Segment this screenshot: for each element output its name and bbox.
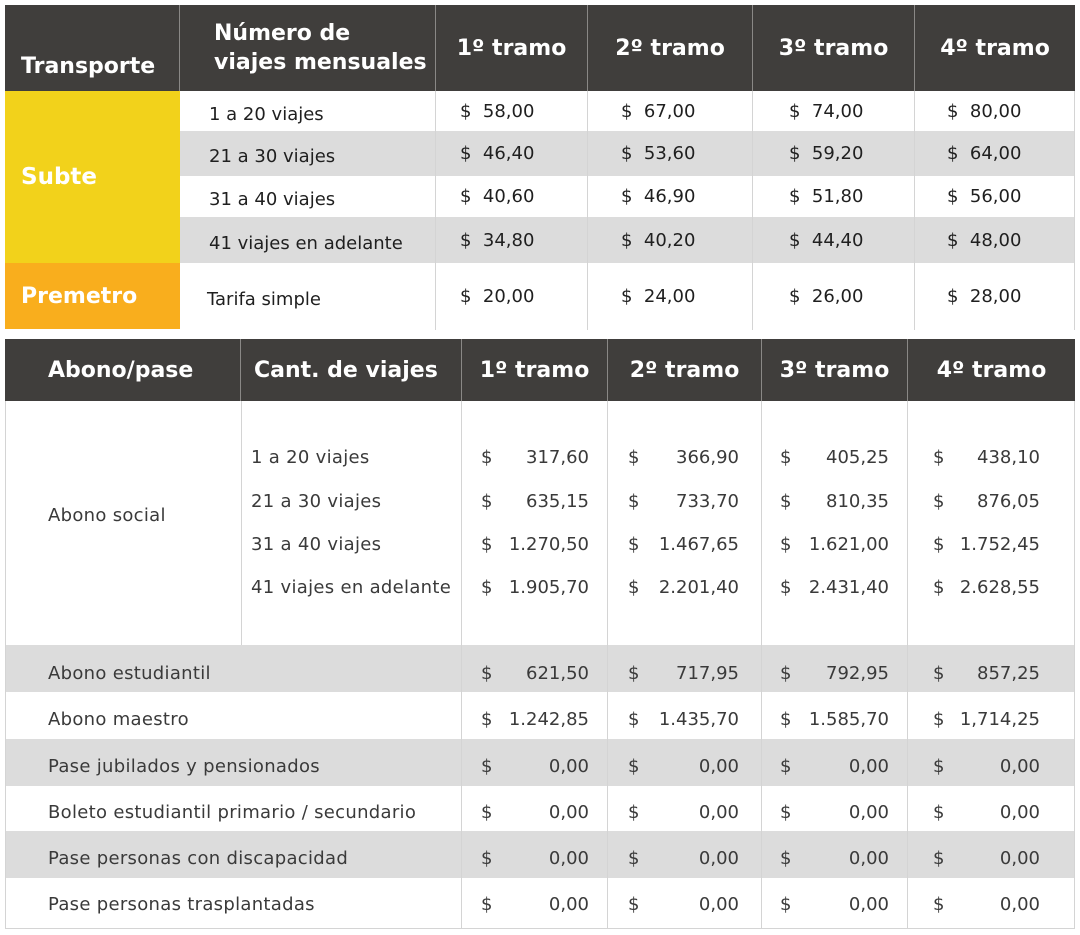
currency-symbol: $ [780,894,792,915]
divider [435,91,436,330]
pass-row-value-tramo-3: 1.585,70 [808,709,889,730]
divider [752,91,753,330]
social-row-value-tramo-2: 366,90 [676,447,739,468]
pass-row-value-tramo-3: 0,00 [848,894,889,915]
currency-symbol: $ [780,491,792,512]
fare-value-tramo-1: $ 34,80 [460,229,535,251]
fare-value-tramo-2: $ 53,60 [621,143,696,164]
t2-header-tramo-1-label: 1º tramo [479,357,590,383]
pass-row-value-tramo-2: 0,00 [698,848,739,869]
social-row-value-tramo-4: 2.628,55 [959,577,1040,598]
social-row-value-tramo-4: 876,05 [977,491,1040,512]
t2-header-tramo-4-label: 4º tramo [936,357,1047,383]
pass-row-value-tramo-3: 0,00 [848,848,889,869]
pass-row-value-tramo-1: 0,00 [548,802,589,823]
fare-value-tramo-2: $ 40,20 [621,229,696,251]
subte-label: Subte [5,91,180,263]
currency-symbol: $ [780,709,792,730]
currency-symbol: $ [933,848,945,869]
currency-symbol: $ [628,848,640,869]
currency-symbol: $ [628,802,640,823]
pass-row-value-tramo-1: 621,50 [526,663,589,684]
pass-row-value-tramo-4: 1,714,25 [959,709,1040,730]
currency-symbol: $ [933,447,945,468]
currency-symbol: $ [481,534,493,555]
fare-value-tramo-3: $ 26,00 [789,285,864,307]
currency-symbol: $ [933,894,945,915]
header-cant-viajes [241,339,462,401]
currency-symbol: $ [628,491,640,512]
divider [607,401,608,929]
pass-row-value-tramo-3: 0,00 [848,756,889,777]
social-row-value-tramo-3: 810,35 [826,491,889,512]
currency-symbol: $ [481,491,493,512]
currency-symbol: $ [933,534,945,555]
pass-row-value-tramo-1: 1.242,85 [508,709,589,730]
header-cant-viajes-label: Cant. de viajes [254,357,438,383]
currency-symbol: $ [933,756,945,777]
currency-symbol: $ [628,447,640,468]
currency-symbol: $ [628,577,640,598]
fare-value-tramo-2: $ 24,00 [621,285,696,307]
header-tramo-1 [436,5,588,91]
fare-value-tramo-1: $ 40,60 [460,186,535,207]
currency-symbol: $ [933,491,945,512]
currency-symbol: $ [780,534,792,555]
fare-value-tramo-3: $ 59,20 [789,143,864,164]
currency-symbol: $ [628,709,640,730]
social-row-value-tramo-3: 405,25 [826,447,889,468]
pass-row-label: Pase jubilados y pensionados [48,756,320,777]
social-row-label: 41 viajes en adelante [251,577,452,598]
header-numero-viajes [180,5,436,91]
t2-header-tramo-4 [908,339,1075,401]
currency-symbol: $ [481,663,493,684]
currency-symbol: $ [780,577,792,598]
header-abono-pase [5,339,241,401]
currency-symbol: $ [933,577,945,598]
pass-row-value-tramo-4: 0,00 [999,756,1040,777]
fare-value-tramo-3: $ 44,40 [789,229,864,251]
currency-symbol: $ [481,848,493,869]
pass-row-value-tramo-2: 717,95 [676,663,739,684]
header-transporte-label: Transporte [21,54,156,79]
currency-symbol: $ [780,663,792,684]
pass-row-value-tramo-1: 0,00 [548,894,589,915]
header-tramo-4-label: 4º tramo [940,35,1050,61]
currency-symbol: $ [933,709,945,730]
currency-symbol: $ [481,894,493,915]
fare-row-label: 31 a 40 viajes [209,189,336,210]
divider [587,91,588,330]
divider [461,401,462,929]
currency-symbol: $ [628,534,640,555]
fare-row-label: 1 a 20 viajes [209,103,324,125]
pass-row-label: Pase personas con discapacidad [48,848,349,869]
abonos-table [5,339,1075,929]
t2-header-tramo-2 [608,339,762,401]
social-row-label: 1 a 20 viajes [251,447,370,468]
social-row-value-tramo-1: 1.270,50 [508,534,589,555]
fare-value-tramo-3: $ 74,00 [789,100,864,122]
header-abono-pase-label: Abono/pase [48,357,194,383]
fare-value-tramo-4: $ 48,00 [947,229,1022,251]
social-row-value-tramo-3: 1.621,00 [808,534,889,555]
fare-value-tramo-1: $ 20,00 [460,285,535,307]
currency-symbol: $ [780,447,792,468]
pass-row-value-tramo-4: 0,00 [999,894,1040,915]
social-row-value-tramo-1: 317,60 [526,447,589,468]
currency-symbol: $ [628,663,640,684]
social-row-value-tramo-4: 438,10 [977,447,1040,468]
divider [1074,91,1075,330]
pass-row-value-tramo-3: 0,00 [848,802,889,823]
divider [5,401,6,929]
social-row-value-tramo-2: 733,70 [676,491,739,512]
pass-row-label: Abono maestro [48,709,189,730]
pass-row-value-tramo-4: 0,00 [999,802,1040,823]
currency-symbol: $ [780,802,792,823]
pass-row-label: Pase personas trasplantadas [48,894,315,915]
pass-row-value-tramo-1: 0,00 [548,848,589,869]
header-transporte [5,5,180,91]
header-tramo-3 [753,5,915,91]
abono-social-label: Abono social [48,505,166,526]
pass-row-value-tramo-2: 0,00 [698,756,739,777]
divider [241,401,242,645]
fare-value-tramo-4: $ 28,00 [947,285,1022,307]
fare-value-tramo-1: $ 58,00 [460,100,535,122]
currency-symbol: $ [628,756,640,777]
social-row-label: 21 a 30 viajes [251,491,382,512]
pass-row-label: Boleto estudiantil primario / secundario [48,802,417,823]
fare-value-tramo-4: $ 56,00 [947,186,1022,207]
divider [907,401,908,929]
t2-header-tramo-1 [462,339,608,401]
fare-row-label: 21 a 30 viajes [209,146,336,167]
social-row-value-tramo-4: 1.752,45 [959,534,1040,555]
pass-row-value-tramo-4: 0,00 [999,848,1040,869]
fare-value-tramo-3: $ 51,80 [789,186,864,207]
currency-symbol: $ [933,663,945,684]
currency-symbol: $ [933,802,945,823]
header-tramo-4 [915,5,1075,91]
pass-row-value-tramo-2: 0,00 [698,894,739,915]
fare-value-tramo-2: $ 67,00 [621,100,696,122]
pass-row-value-tramo-3: 792,95 [826,663,889,684]
header-tramo-3-label: 3º tramo [778,35,889,61]
fare-value-tramo-1: $ 46,40 [460,143,535,164]
divider [761,401,762,929]
divider [914,91,915,330]
premetro-label: Premetro [5,263,180,329]
header-tramo-2-label: 2º tramo [615,35,725,61]
currency-symbol: $ [481,802,493,823]
t2-header-tramo-3 [762,339,908,401]
pass-row-value-tramo-2: 1.435,70 [658,709,739,730]
currency-symbol: $ [481,577,493,598]
pass-row-label: Abono estudiantil [48,663,211,684]
t2-header-tramo-2-label: 2º tramo [629,357,740,383]
fare-row-label: 41 viajes en adelante [209,232,403,254]
divider [1074,401,1075,929]
divider [5,928,1075,929]
currency-symbol: $ [780,848,792,869]
header-numero-line1: Número de [214,21,351,46]
fare-value-tramo-4: $ 80,00 [947,100,1022,122]
social-row-value-tramo-3: 2.431,40 [808,577,889,598]
currency-symbol: $ [481,709,493,730]
social-row-value-tramo-1: 635,15 [526,491,589,512]
header-tramo-1-label: 1º tramo [456,35,567,61]
pass-row-value-tramo-2: 0,00 [698,802,739,823]
fare-value-tramo-2: $ 46,90 [621,186,696,207]
social-row-value-tramo-2: 2.201,40 [658,577,739,598]
social-row-label: 31 a 40 viajes [251,534,382,555]
currency-symbol: $ [780,756,792,777]
fare-value-tramo-4: $ 64,00 [947,143,1022,164]
social-row-value-tramo-2: 1.467,65 [658,534,739,555]
currency-symbol: $ [628,894,640,915]
header-numero-line2: viajes mensuales [214,50,427,75]
social-row-value-tramo-1: 1.905,70 [508,577,589,598]
pass-row-value-tramo-1: 0,00 [548,756,589,777]
currency-symbol: $ [481,756,493,777]
currency-symbol: $ [481,447,493,468]
t2-header-tramo-3-label: 3º tramo [779,357,890,383]
fare-row-label: Tarifa simple [207,288,321,310]
header-tramo-2 [588,5,753,91]
pass-row-value-tramo-4: 857,25 [977,663,1040,684]
